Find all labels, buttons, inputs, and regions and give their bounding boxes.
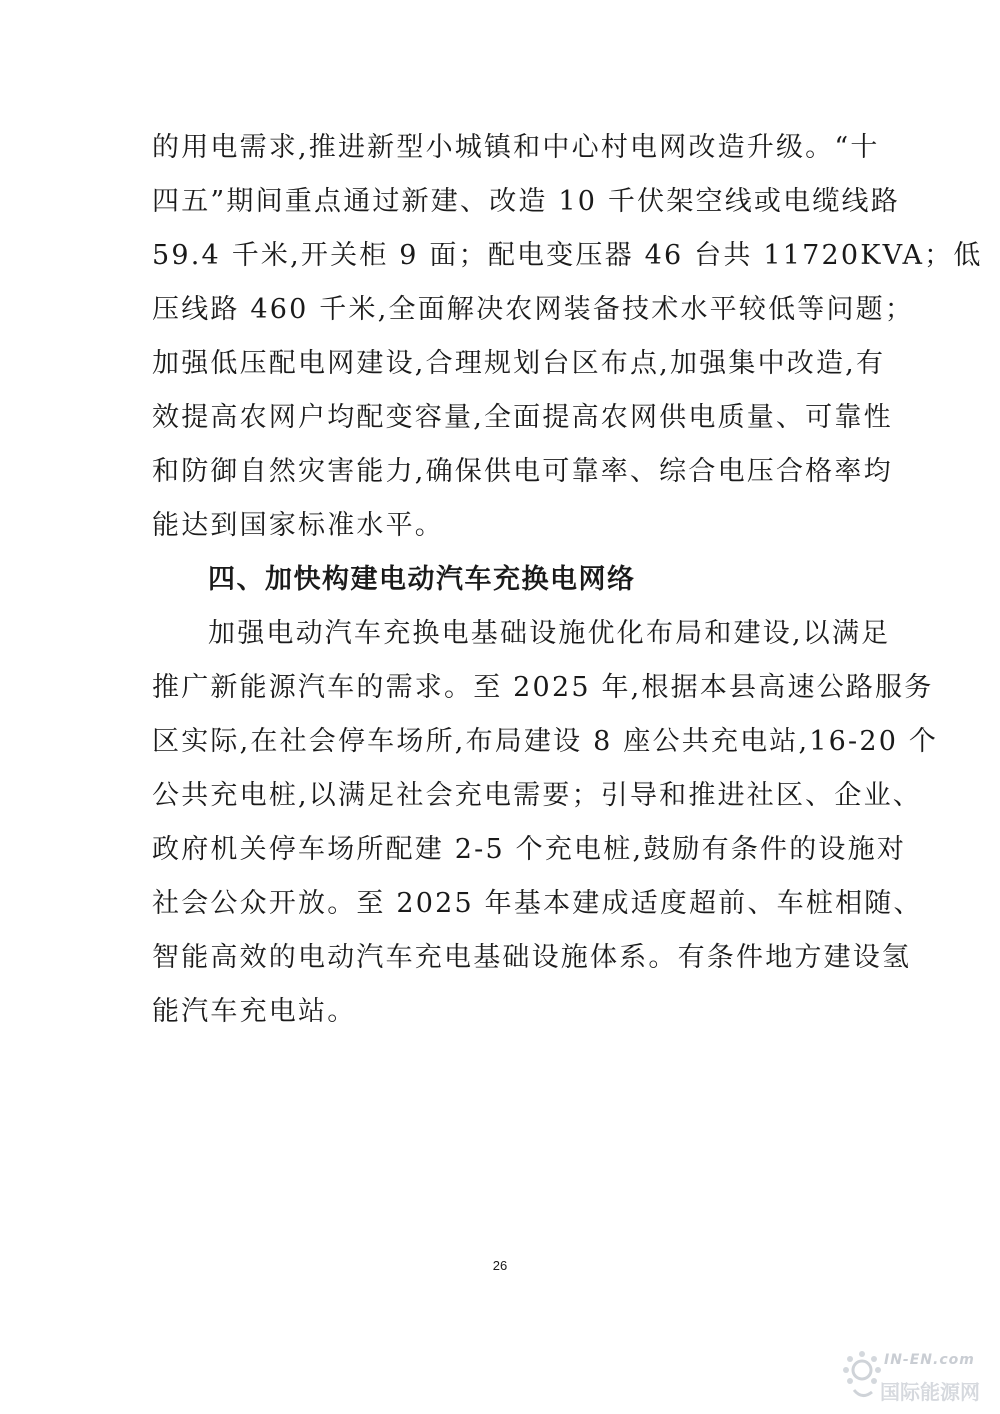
paragraph-line: 59.4 千米,开关柜 9 面；配电变压器 46 台共 11720KVA；低 (152, 240, 983, 271)
paragraph-line: 能达到国家标准水平。 (152, 510, 444, 541)
paragraph-line: 四五”期间重点通过新建、改造 10 千伏架空线或电缆线路 (152, 186, 900, 217)
paragraph-line: 的用电需求,推进新型小城镇和中心村电网改造升级。“十 (152, 132, 880, 163)
watermark-logo (840, 1348, 990, 1404)
paragraph-line: 压线路 460 千米,全面解决农网装备技术水平较低等问题； (152, 294, 915, 325)
paragraph-line: 政府机关停车场所配建 2-5 个充电桩,鼓励有条件的设施对 (152, 834, 907, 865)
paragraph-line: 区实际,在社会停车场所,布局建设 8 座公共充电站,16-20 个 (152, 726, 939, 757)
paragraph-line: 能汽车充电站。 (152, 996, 357, 1027)
paragraph-line: 和防御自然灾害能力,确保供电可靠率、综合电压合格率均 (152, 456, 893, 487)
paragraph-line: 推广新能源汽车的需求。至 2025 年,根据本县高速公路服务 (152, 672, 934, 703)
paragraph-line: 加强电动汽车充换电基础设施优化布局和建设,以满足 (208, 618, 891, 649)
page-number: 26 (492, 1258, 508, 1273)
section-heading: 四、加快构建电动汽车充换电网络 (208, 564, 636, 595)
sun-flower-logo-icon (840, 1350, 884, 1402)
watermark-name: 国际能源网 (880, 1380, 980, 1404)
paragraph-line: 智能高效的电动汽车充电基础设施体系。有条件地方建设氢 (152, 942, 912, 973)
paragraph-line: 社会公众开放。至 2025 年基本建成适度超前、车桩相随、 (152, 888, 923, 919)
paragraph-line: 公共充电桩,以满足社会充电需要；引导和推进社区、企业、 (152, 780, 922, 811)
paragraph-line: 效提高农网户均配变容量,全面提高农网供电质量、可靠性 (152, 402, 893, 433)
paragraph-line: 加强低压配电网建设,合理规划台区布点,加强集中改造,有 (152, 348, 886, 379)
watermark-domain: IN-EN.com (884, 1352, 975, 1368)
